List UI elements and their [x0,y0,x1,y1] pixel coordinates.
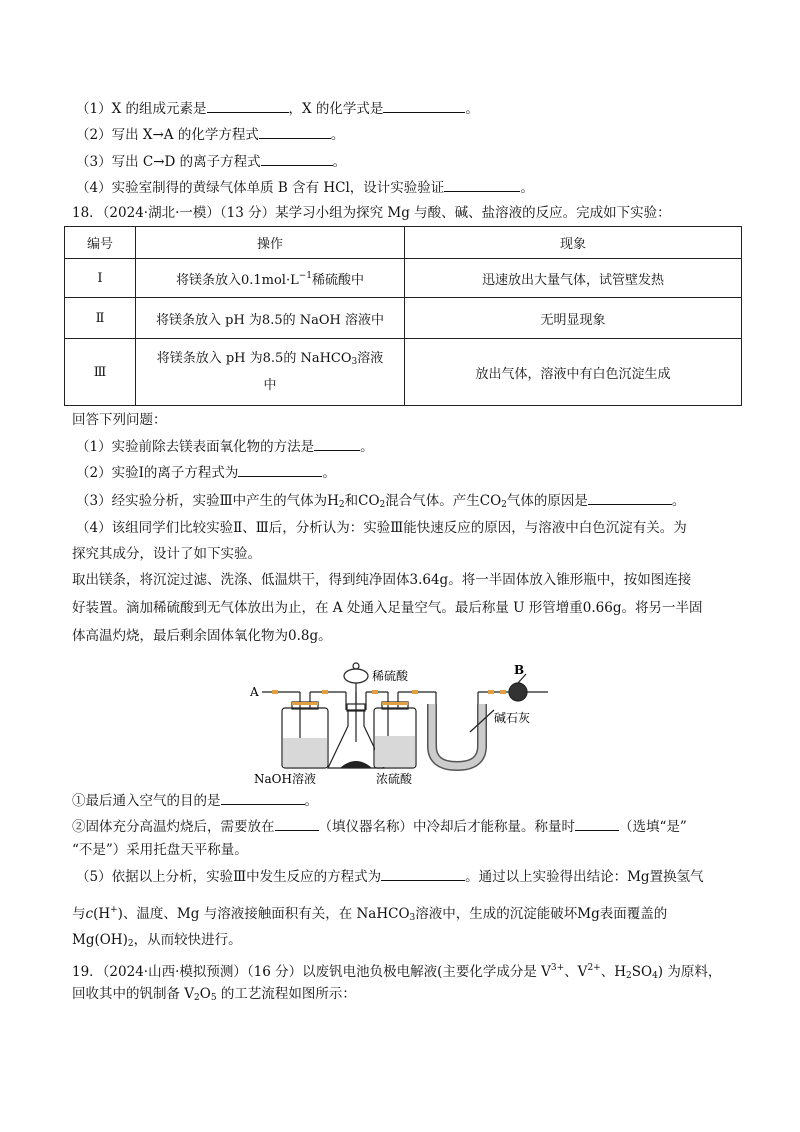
q18-c2-cont: “不是”）采用托盘天平称量。 [72,842,248,858]
table-row [65,298,742,339]
dropping-funnel [344,669,368,683]
experiment-table [64,226,742,406]
q19-line2: 回收其中的钒制备 $V_2O_5$ 的工艺流程如图所示： [72,986,356,1003]
q18-c1: ①最后通入空气的目的是 。 [72,790,318,811]
label-a: A [250,685,259,699]
table-header: 现象 [405,227,742,259]
q18-part4-line5: 体高温灼烧，最后剩余固体氧化物为0.8g。 [72,628,332,644]
q18-c2: ②固体充分高温灼烧后，需要放在 （填仪器名称）中冷却后才能称量。称量时 （选填“是” [72,816,687,837]
answer-blank[interactable] [444,177,520,192]
q18-part4-line3: 取出镁条，将沉淀过滤、洗涤、低温烘干，得到纯净固体3.64g。将一半固体放入锥形瓶中，按如图连接 [72,572,692,588]
row-id: Ⅲ [65,339,136,406]
q17-part4: （4）实验室制得的黄绿气体单质 B 含有 HCl，设计实验验证 。 [76,177,534,198]
row-result: 迅速放出大量气体，试管壁发热 [405,259,742,298]
row-operation: 将镁条放入 pH 为8.5的 NaHCO$_3$溶液 中 [136,339,405,406]
table-header: 编号 [65,227,136,259]
q18-part5: （5）依据以上分析，实验Ⅲ中发生反应的方程式为 。通过以上实验得出结论：Mg置换氢气 [76,866,704,887]
answer-blank[interactable] [314,436,360,451]
label-acid: 稀硫酸 [372,669,409,683]
q18-part5-cont1: 与c(H+)、温度、Mg 与溶液接触面积有关，在 NaHCO$_3$溶液中，生成的沉淀能破坏Mg表面覆盖的 [72,905,668,923]
row-result: 无明显现象 [405,298,742,339]
q17-part1: （1）X 的组成元素是 ，X 的化学式是 。 [76,98,479,119]
label-naoh: NaOH溶液 [254,772,316,784]
q17-part2: （2）写出 X→A 的化学方程式 。 [76,124,344,145]
drying-tube-b [509,683,527,701]
row-id: Ⅱ [65,298,136,339]
table-header: 操作 [136,227,405,259]
q18-part1: （1）实验前除去镁表面氧化物的方法是 。 [76,436,374,457]
row-operation: 将镁条放入 pH 为8.5的 NaOH 溶液中 [136,298,405,339]
table-row [65,259,742,298]
label-h2so4: 浓硫酸 [376,772,413,784]
table-row [65,339,742,406]
answer-blank[interactable] [221,790,305,805]
label-b: B [514,663,525,677]
q18-header: 18．（2024·湖北·一模）（13 分）某学习小组为探究 Mg 与酸、碱、盐溶液的反应。完成如下实验： [72,205,671,221]
u-tube [432,704,482,766]
answer-intro: 回答下列问题： [72,412,167,428]
label-lime: 碱石灰 [494,711,531,725]
answer-blank[interactable] [238,462,322,477]
answer-blank[interactable] [259,124,331,139]
q18-part2: （2）实验Ⅰ的离子方程式为 。 [76,462,336,483]
row-operation: 将镁条放入$0.1mol\cdot L^{-1}$稀硫酸中 [136,259,405,298]
q17-part3: （3）写出 C→D 的离子方程式 。 [76,151,346,172]
answer-blank[interactable] [275,816,319,831]
q18-part3: （3）经实验分析，实验Ⅲ中产生的气体为$H_2$和$CO_2$混合气体。产生$CO_2$气体的原因是 。 [76,490,685,515]
q18-part4-line1: （4）该组同学们比较实验Ⅱ、Ⅲ后，分析认为：实验Ⅲ能快速反应的原因，与溶液中白色沉淀有关。为 [76,520,687,536]
answer-blank[interactable] [588,490,672,505]
row-result: 放出气体，溶液中有白色沉淀生成 [405,339,742,406]
q18-part4-line4: 好装置。滴加稀硫酸到无气体放出为止，在 A 处通入足量空气。最后称量 U 形管增重0.66g。将另一半固 [72,600,703,616]
answer-blank[interactable] [575,816,619,831]
q18-part5-cont2: $Mg(OH)_2$，从而较快进行。 [72,932,242,949]
apparatus-diagram [248,662,558,784]
row-id: Ⅰ [65,259,136,298]
answer-blank[interactable] [261,151,333,166]
answer-blank[interactable] [381,866,465,881]
q18-part4-line2: 探究其成分，设计了如下实验。 [72,546,261,562]
answer-blank[interactable] [207,98,289,113]
q19-line1: 19．（2024·山西·模拟预测）（16 分）以废钒电池负极电解液(主要化学成分是 $V^{3+}$、$V^{2+}$、$H_2SO_4$) 为原料， [72,963,722,981]
answer-blank[interactable] [383,98,465,113]
